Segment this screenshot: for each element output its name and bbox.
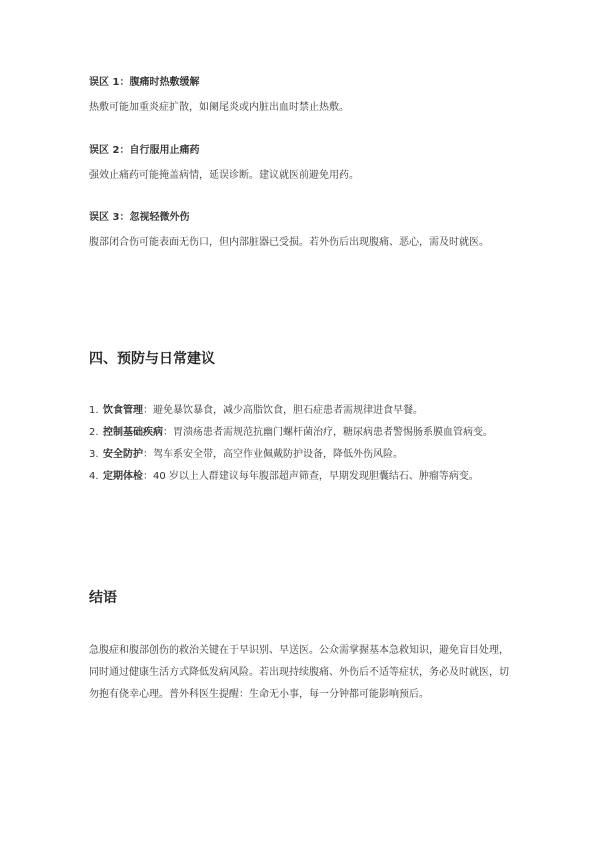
list-item-text: ：避免暴饮暴食，减少高脂饮食，胆石症患者需规律进食早餐。 xyxy=(143,405,423,416)
list-item-text: ：胃溃疡患者需规范抗幽门螺杆菌治疗，糖尿病患者警惕肠系膜血管病变。 xyxy=(163,427,493,438)
misconception-body: 热敷可能加重炎症扩散，如阑尾炎或内脏出血时禁止热敷。 xyxy=(89,102,349,113)
list-item-term: 安全防护 xyxy=(103,449,143,460)
misconception-2 xyxy=(89,144,509,186)
list-item-text: ：40 岁以上人群建议每年腹部超声筛查，早期发现胆囊结石、肿瘤等病变。 xyxy=(143,471,479,482)
list-item-number: 2. xyxy=(89,427,99,438)
list-item-text: ：驾车系安全带，高空作业佩戴防护设备，降低外伤风险。 xyxy=(143,449,403,460)
section-heading-prevention: 四、预防与日常建议 xyxy=(89,351,215,367)
list-item-term: 饮食管理 xyxy=(103,405,143,416)
list-item xyxy=(89,467,509,487)
misconception-title: 误区 2：自行服用止痛药 xyxy=(89,145,200,156)
list-item xyxy=(89,445,509,465)
prevention-advice-list xyxy=(89,401,509,489)
list-item-number: 4. xyxy=(89,471,99,482)
list-item-number: 1. xyxy=(89,405,99,416)
list-item xyxy=(89,401,509,421)
misconception-title: 误区 1：腹痛时热敷缓解 xyxy=(89,77,200,88)
misconception-3 xyxy=(89,211,509,253)
misconception-body: 强效止痛药可能掩盖病情，延误诊断。建议就医前避免用药。 xyxy=(89,170,359,181)
misconception-1 xyxy=(89,76,509,118)
section-heading-conclusion: 结语 xyxy=(89,590,117,606)
conclusion-paragraph: 急腹症和腹部创伤的救治关键在于早识别、早送医。公众需掌握基本急救知识，避免盲目处理，同时通过健康生活方式降低发病风险。若出现持续腹痛、外伤后不适等症状，务必及时就医，切勿抱有侥幸心理。普外科医生提醒：生命无小事，每一分钟都可能影响预后。 xyxy=(89,645,509,700)
list-item xyxy=(89,423,509,443)
misconception-title: 误区 3：忽视轻微外伤 xyxy=(89,212,190,223)
list-item-term: 控制基础疾病 xyxy=(103,427,163,438)
list-item-term: 定期体检 xyxy=(103,471,143,482)
misconception-body: 腹部闭合伤可能表面无伤口，但内部脏器已受损。若外伤后出现腹痛、恶心，需及时就医。 xyxy=(89,237,489,248)
list-item-number: 3. xyxy=(89,449,99,460)
